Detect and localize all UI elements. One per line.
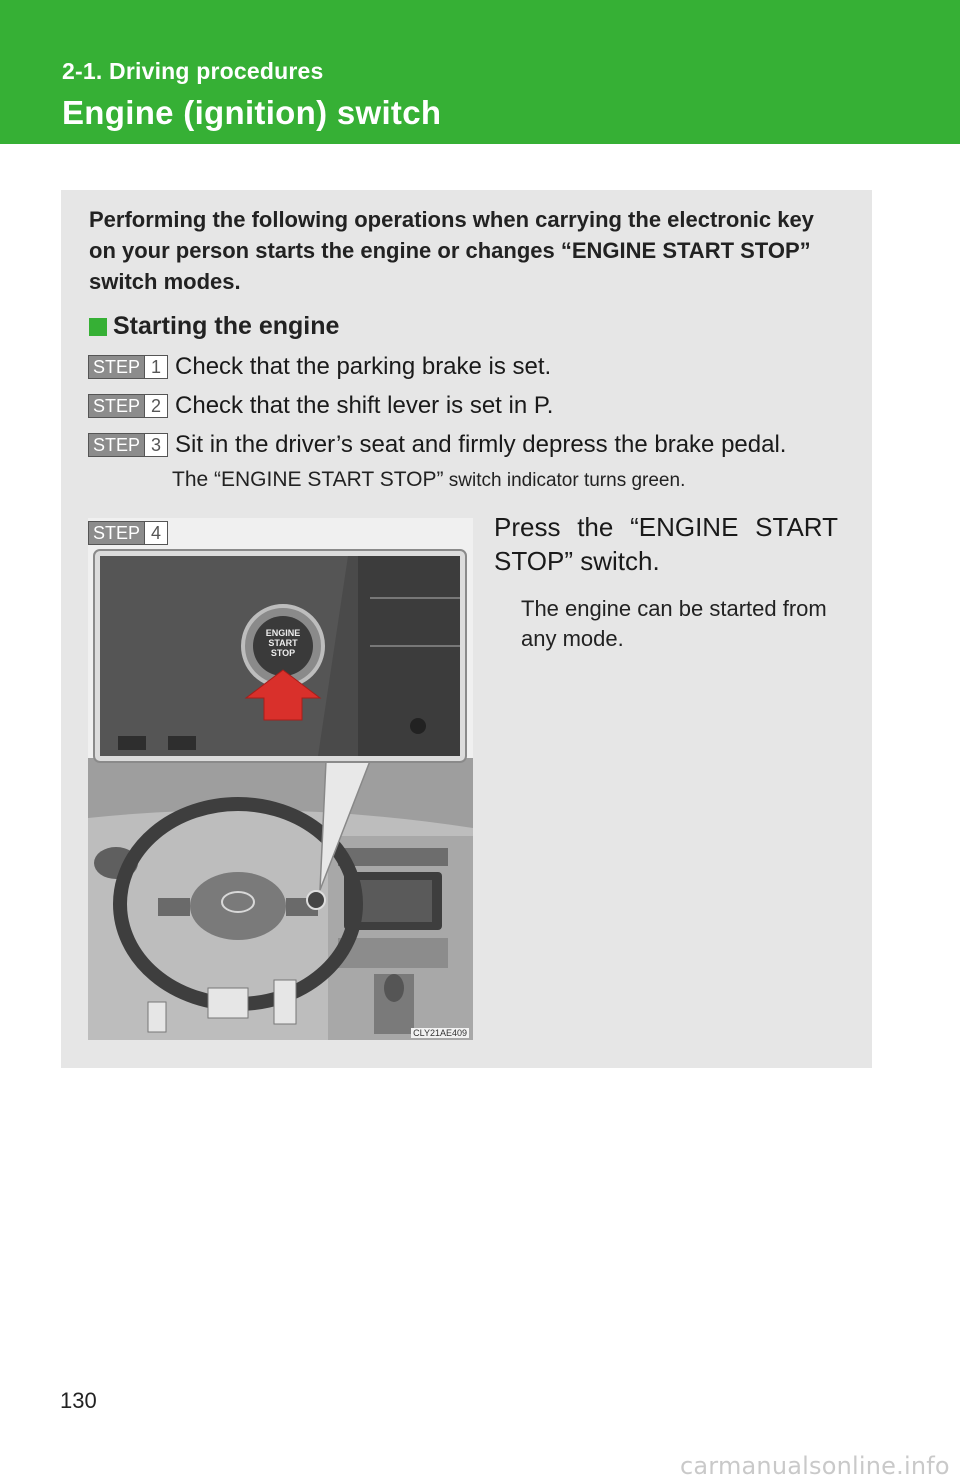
step-note-rest: switch indicator turns green. [443,470,686,491]
step-text: Check that the shift lever is set in P. [175,392,554,419]
green-square-bullet-icon [89,318,107,336]
step-badge-word: STEP [89,434,144,456]
chapter-header [0,0,960,144]
content-box [61,190,872,1068]
button-label-line: START [268,638,298,648]
step-4-note: The engine can be started from any mode. [521,596,827,651]
page-number: 130 [60,1388,97,1413]
step-badge-word: STEP [89,395,144,417]
section-label: 2-1. Driving procedures [62,58,324,84]
step-badge [88,433,168,457]
page-title: Engine (ignition) switch [62,94,442,131]
subheading-text: Starting the engine [113,312,340,340]
step-badge [88,394,168,418]
step-text: Sit in the driver’s seat and firmly depress the brake pedal. [175,431,787,458]
dashboard-illustration [88,518,473,1040]
step-badge-number: 3 [144,434,167,456]
step-item [88,392,553,420]
intro-paragraph: Performing the following operations when carrying the electronic key on your person starts the engine or changes “ENGINE START STOP” switch modes. [89,207,814,294]
step-note-main: The “ENGINE START STOP” [172,468,444,491]
arrow-overlay [88,518,473,1040]
red-arrow-icon [246,670,320,720]
step-badge [88,521,168,545]
subheading [89,312,339,341]
step-text: Check that the parking brake is set. [175,353,552,380]
illustration-code: CLY21AE409 [413,1028,467,1038]
step-badge-word: STEP [89,356,144,378]
step-badge-number: 1 [144,356,167,378]
button-label-line: ENGINE [265,628,301,638]
watermark: carmanualsonline.info [680,1452,950,1480]
step-note [172,468,685,492]
step-badge [88,355,168,379]
step-badge-number: 4 [144,522,167,544]
step-badge-number: 2 [144,395,167,417]
step-4-text: Press the “ENGINE START STOP” switch. [494,512,838,576]
step-4-badge-wrap [88,521,175,545]
step-item [88,431,786,459]
step-badge-word: STEP [89,522,144,544]
step-item [88,353,551,381]
button-label-line: STOP [270,648,296,658]
